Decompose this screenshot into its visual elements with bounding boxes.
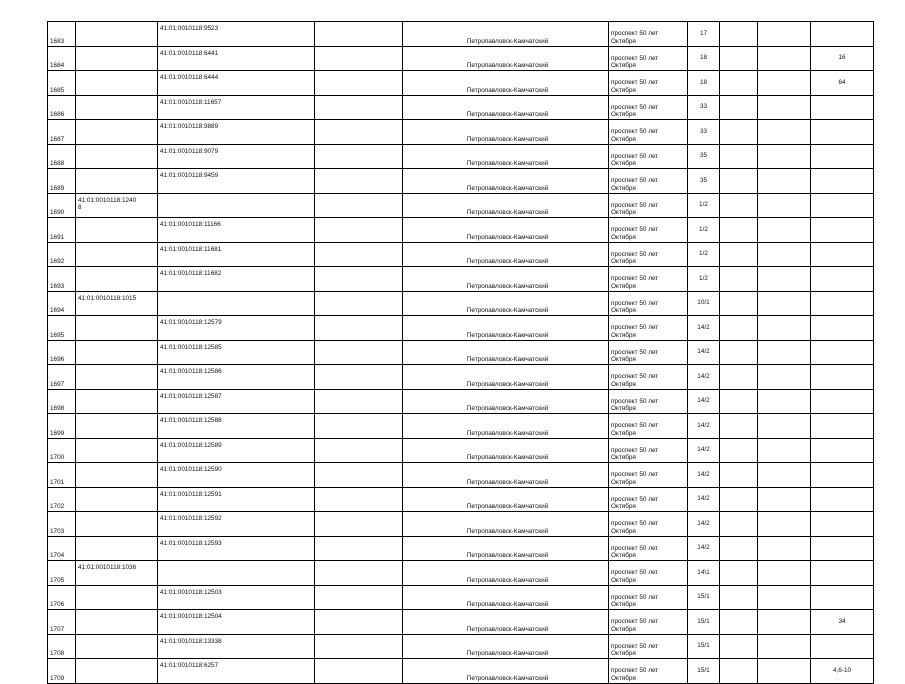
empty-cell: [720, 536, 758, 561]
table-row: [48, 561, 874, 586]
empty-cell: [720, 389, 758, 414]
empty-cell: [758, 291, 811, 316]
city-cell: Петропавловск-Камчатский: [403, 512, 609, 537]
empty-cell: [315, 438, 403, 463]
city-cell: Петропавловск-Камчатский: [403, 144, 609, 169]
cadastral-premises-cell: 41:01:0010118:12589: [158, 438, 315, 463]
cadastral-premises-cell: 41:01:0010118:12593: [158, 536, 315, 561]
cadastral-building-cell: [76, 316, 158, 341]
apartment-cell: [811, 242, 874, 267]
empty-cell: [720, 242, 758, 267]
house-number-cell: 15/1: [688, 585, 720, 610]
empty-cell: [720, 22, 758, 47]
empty-cell: [720, 585, 758, 610]
apartment-cell: [811, 634, 874, 659]
empty-cell: [758, 267, 811, 292]
cadastral-premises-cell: 41:01:0010118:9459: [158, 169, 315, 194]
street-cell: проспект 50 лет Октября: [609, 193, 688, 218]
cadastral-premises-cell: 41:01:0010118:6257: [158, 659, 315, 684]
empty-cell: [720, 291, 758, 316]
city-cell: Петропавловск-Камчатский: [403, 71, 609, 96]
street-cell: проспект 50 лет Октября: [609, 389, 688, 414]
house-number-cell: 14/2: [688, 340, 720, 365]
table-row: [48, 95, 874, 120]
empty-cell: [315, 291, 403, 316]
cadastral-building-cell: [76, 389, 158, 414]
street-cell: проспект 50 лет Октября: [609, 71, 688, 96]
street-cell: проспект 50 лет Октября: [609, 512, 688, 537]
apartment-cell: 16: [811, 46, 874, 71]
cadastral-building-cell: [76, 438, 158, 463]
cadastral-building-cell: [76, 95, 158, 120]
apartment-cell: 64: [811, 71, 874, 96]
empty-cell: [315, 46, 403, 71]
empty-cell: [758, 22, 811, 47]
cadastral-premises-cell: 41:01:0010118:12591: [158, 487, 315, 512]
apartment-cell: [811, 536, 874, 561]
apartment-cell: [811, 585, 874, 610]
empty-cell: [315, 267, 403, 292]
apartment-cell: 4,6-10: [811, 659, 874, 684]
empty-cell: [720, 120, 758, 145]
empty-cell: [720, 340, 758, 365]
city-cell: Петропавловск-Камчатский: [403, 487, 609, 512]
apartment-cell: [811, 169, 874, 194]
cadastral-premises-cell: [158, 561, 315, 586]
table-row: [48, 242, 874, 267]
empty-cell: [758, 487, 811, 512]
apartment-cell: [811, 438, 874, 463]
apartment-cell: [811, 365, 874, 390]
empty-cell: [758, 634, 811, 659]
empty-cell: [315, 463, 403, 488]
empty-cell: [720, 561, 758, 586]
cadastral-building-cell: 41:01:0010118:1240 8: [76, 193, 158, 218]
city-cell: Петропавловск-Камчатский: [403, 610, 609, 635]
table-row: [48, 193, 874, 218]
cadastral-building-cell: [76, 414, 158, 439]
cadastral-building-cell: [76, 340, 158, 365]
empty-cell: [315, 71, 403, 96]
house-number-cell: 18: [688, 46, 720, 71]
empty-cell: [720, 193, 758, 218]
apartment-cell: [811, 120, 874, 145]
apartment-cell: [811, 291, 874, 316]
street-cell: проспект 50 лет Октября: [609, 561, 688, 586]
row-number-cell: 1689: [48, 169, 76, 194]
row-number-cell: 1708: [48, 634, 76, 659]
row-number-cell: 1702: [48, 487, 76, 512]
street-cell: проспект 50 лет Октября: [609, 536, 688, 561]
street-cell: проспект 50 лет Октября: [609, 144, 688, 169]
empty-cell: [315, 242, 403, 267]
empty-cell: [758, 536, 811, 561]
cadastral-building-cell: [76, 46, 158, 71]
row-number-cell: 1706: [48, 585, 76, 610]
cadastral-premises-cell: [158, 291, 315, 316]
cadastral-building-cell: [76, 242, 158, 267]
city-cell: Петропавловск-Камчатский: [403, 561, 609, 586]
cadastral-premises-cell: 41:01:0010118:9079: [158, 144, 315, 169]
row-number-cell: 1709: [48, 659, 76, 684]
empty-cell: [720, 46, 758, 71]
street-cell: проспект 50 лет Октября: [609, 169, 688, 194]
row-number-cell: 1683: [48, 22, 76, 47]
house-number-cell: 1/2: [688, 218, 720, 243]
cadastral-building-cell: 41:01:0010118:1015: [76, 291, 158, 316]
apartment-cell: [811, 95, 874, 120]
empty-cell: [315, 316, 403, 341]
empty-cell: [720, 512, 758, 537]
empty-cell: [758, 340, 811, 365]
street-cell: проспект 50 лет Октября: [609, 291, 688, 316]
empty-cell: [315, 144, 403, 169]
cadastral-building-cell: [76, 659, 158, 684]
house-number-cell: 15/1: [688, 634, 720, 659]
cadastral-building-cell: [76, 120, 158, 145]
table-row: [48, 659, 874, 684]
table-row: [48, 389, 874, 414]
city-cell: Петропавловск-Камчатский: [403, 634, 609, 659]
house-number-cell: 17: [688, 22, 720, 47]
empty-cell: [315, 340, 403, 365]
empty-cell: [720, 487, 758, 512]
empty-cell: [720, 414, 758, 439]
empty-cell: [315, 365, 403, 390]
row-number-cell: 1699: [48, 414, 76, 439]
apartment-cell: [811, 144, 874, 169]
street-cell: проспект 50 лет Октября: [609, 610, 688, 635]
empty-cell: [720, 95, 758, 120]
empty-cell: [315, 95, 403, 120]
cadastral-building-cell: [76, 71, 158, 96]
house-number-cell: 10/1: [688, 291, 720, 316]
empty-cell: [758, 438, 811, 463]
apartment-cell: [811, 414, 874, 439]
city-cell: Петропавловск-Камчатский: [403, 22, 609, 47]
row-number-cell: 1686: [48, 95, 76, 120]
empty-cell: [315, 22, 403, 47]
city-cell: Петропавловск-Камчатский: [403, 95, 609, 120]
street-cell: проспект 50 лет Октября: [609, 22, 688, 47]
cadastral-building-cell: [76, 218, 158, 243]
city-cell: Петропавловск-Камчатский: [403, 46, 609, 71]
empty-cell: [758, 316, 811, 341]
apartment-cell: [811, 193, 874, 218]
apartment-cell: [811, 389, 874, 414]
house-number-cell: 1/2: [688, 242, 720, 267]
row-number-cell: 1694: [48, 291, 76, 316]
empty-cell: [758, 610, 811, 635]
house-number-cell: 14/2: [688, 536, 720, 561]
empty-cell: [720, 71, 758, 96]
street-cell: проспект 50 лет Октября: [609, 242, 688, 267]
street-cell: проспект 50 лет Октября: [609, 585, 688, 610]
table-row: [48, 365, 874, 390]
city-cell: Петропавловск-Камчатский: [403, 536, 609, 561]
house-number-cell: 14/2: [688, 512, 720, 537]
street-cell: проспект 50 лет Октября: [609, 316, 688, 341]
house-number-cell: 1/2: [688, 193, 720, 218]
cadastral-building-cell: [76, 144, 158, 169]
empty-cell: [720, 463, 758, 488]
table-row: [48, 22, 874, 47]
empty-cell: [758, 561, 811, 586]
cadastral-premises-cell: [158, 193, 315, 218]
house-number-cell: 14/2: [688, 414, 720, 439]
city-cell: Петропавловск-Камчатский: [403, 463, 609, 488]
city-cell: Петропавловск-Камчатский: [403, 414, 609, 439]
table-row: [48, 463, 874, 488]
city-cell: Петропавловск-Камчатский: [403, 193, 609, 218]
empty-cell: [315, 120, 403, 145]
city-cell: Петропавловск-Камчатский: [403, 316, 609, 341]
house-number-cell: 33: [688, 95, 720, 120]
apartment-cell: [811, 463, 874, 488]
city-cell: Петропавловск-Камчатский: [403, 340, 609, 365]
cadastral-building-cell: [76, 463, 158, 488]
city-cell: Петропавловск-Камчатский: [403, 267, 609, 292]
empty-cell: [315, 659, 403, 684]
cadastral-premises-cell: 41:01:0010118:12586: [158, 365, 315, 390]
empty-cell: [720, 316, 758, 341]
empty-cell: [758, 144, 811, 169]
row-number-cell: 1697: [48, 365, 76, 390]
empty-cell: [720, 659, 758, 684]
empty-cell: [315, 561, 403, 586]
row-number-cell: 1693: [48, 267, 76, 292]
row-number-cell: 1684: [48, 46, 76, 71]
street-cell: проспект 50 лет Октября: [609, 414, 688, 439]
table-row: [48, 610, 874, 635]
empty-cell: [720, 438, 758, 463]
empty-cell: [315, 487, 403, 512]
row-number-cell: 1705: [48, 561, 76, 586]
row-number-cell: 1691: [48, 218, 76, 243]
table-row: [48, 340, 874, 365]
cadastral-building-cell: [76, 365, 158, 390]
cadastral-premises-cell: 41:01:0010118:11682: [158, 267, 315, 292]
city-cell: Петропавловск-Камчатский: [403, 389, 609, 414]
apartment-cell: [811, 561, 874, 586]
street-cell: проспект 50 лет Октября: [609, 634, 688, 659]
empty-cell: [720, 144, 758, 169]
table-row: [48, 487, 874, 512]
table-row: [48, 536, 874, 561]
cadastral-premises-cell: 41:01:0010118:6441: [158, 46, 315, 71]
cadastral-premises-cell: 41:01:0010118:12504: [158, 610, 315, 635]
empty-cell: [758, 218, 811, 243]
street-cell: проспект 50 лет Октября: [609, 95, 688, 120]
cadastral-building-cell: [76, 169, 158, 194]
house-number-cell: 35: [688, 144, 720, 169]
table-row: [48, 291, 874, 316]
city-cell: Петропавловск-Камчатский: [403, 169, 609, 194]
apartment-cell: [811, 22, 874, 47]
row-number-cell: 1696: [48, 340, 76, 365]
empty-cell: [315, 414, 403, 439]
table-row: [48, 316, 874, 341]
house-number-cell: 14/2: [688, 487, 720, 512]
empty-cell: [720, 634, 758, 659]
row-number-cell: 1703: [48, 512, 76, 537]
street-cell: проспект 50 лет Октября: [609, 340, 688, 365]
empty-cell: [758, 389, 811, 414]
cadastral-premises-cell: 41:01:0010118:11681: [158, 242, 315, 267]
empty-cell: [758, 95, 811, 120]
house-number-cell: 14/2: [688, 316, 720, 341]
city-cell: Петропавловск-Камчатский: [403, 659, 609, 684]
cadastral-premises-cell: 41:01:0010118:6444: [158, 71, 315, 96]
house-number-cell: 15/1: [688, 659, 720, 684]
street-cell: проспект 50 лет Октября: [609, 218, 688, 243]
table-row: [48, 512, 874, 537]
table-row: [48, 144, 874, 169]
row-number-cell: 1690: [48, 193, 76, 218]
empty-cell: [758, 365, 811, 390]
empty-cell: [758, 463, 811, 488]
empty-cell: [315, 585, 403, 610]
cadastral-premises-cell: 41:01:0010118:13338: [158, 634, 315, 659]
table-row: [48, 46, 874, 71]
empty-cell: [758, 169, 811, 194]
empty-cell: [720, 169, 758, 194]
cadastral-building-cell: [76, 512, 158, 537]
row-number-cell: 1687: [48, 120, 76, 145]
cadastral-building-cell: 41:01:0010118:1036: [76, 561, 158, 586]
cadastral-building-cell: [76, 22, 158, 47]
street-cell: проспект 50 лет Октября: [609, 267, 688, 292]
empty-cell: [720, 267, 758, 292]
city-cell: Петропавловск-Камчатский: [403, 291, 609, 316]
empty-cell: [758, 71, 811, 96]
house-number-cell: 35: [688, 169, 720, 194]
table-row: [48, 120, 874, 145]
city-cell: Петропавловск-Камчатский: [403, 218, 609, 243]
city-cell: Петропавловск-Камчатский: [403, 585, 609, 610]
cadastral-premises-cell: 41:01:0010118:12587: [158, 389, 315, 414]
apartment-cell: [811, 267, 874, 292]
empty-cell: [720, 218, 758, 243]
table-row: [48, 438, 874, 463]
city-cell: Петропавловск-Камчатский: [403, 242, 609, 267]
row-number-cell: 1685: [48, 71, 76, 96]
empty-cell: [758, 512, 811, 537]
house-number-cell: 33: [688, 120, 720, 145]
empty-cell: [315, 193, 403, 218]
cadastral-premises-cell: 41:01:0010118:12585: [158, 340, 315, 365]
cadastral-premises-cell: 41:01:0010118:12590: [158, 463, 315, 488]
house-number-cell: 14/2: [688, 438, 720, 463]
house-number-cell: 14\1: [688, 561, 720, 586]
row-number-cell: 1707: [48, 610, 76, 635]
address-registry-table: [47, 21, 874, 684]
apartment-cell: [811, 316, 874, 341]
street-cell: проспект 50 лет Октября: [609, 438, 688, 463]
street-cell: проспект 50 лет Октября: [609, 365, 688, 390]
table-body: [48, 22, 874, 684]
row-number-cell: 1704: [48, 536, 76, 561]
apartment-cell: [811, 512, 874, 537]
street-cell: проспект 50 лет Октября: [609, 120, 688, 145]
table-row: [48, 585, 874, 610]
empty-cell: [315, 389, 403, 414]
cadastral-premises-cell: 41:01:0010118:12579: [158, 316, 315, 341]
cadastral-premises-cell: 41:01:0010118:12588: [158, 414, 315, 439]
street-cell: проспект 50 лет Октября: [609, 487, 688, 512]
house-number-cell: 14/2: [688, 463, 720, 488]
table-row: [48, 169, 874, 194]
empty-cell: [315, 610, 403, 635]
house-number-cell: 14/2: [688, 365, 720, 390]
city-cell: Петропавловск-Камчатский: [403, 120, 609, 145]
cadastral-premises-cell: 41:01:0010118:9889: [158, 120, 315, 145]
street-cell: проспект 50 лет Октября: [609, 659, 688, 684]
empty-cell: [720, 610, 758, 635]
empty-cell: [315, 218, 403, 243]
cadastral-building-cell: [76, 536, 158, 561]
apartment-cell: [811, 340, 874, 365]
empty-cell: [720, 365, 758, 390]
empty-cell: [758, 120, 811, 145]
house-number-cell: 18: [688, 71, 720, 96]
table-row: [48, 267, 874, 292]
table-row: [48, 634, 874, 659]
row-number-cell: 1688: [48, 144, 76, 169]
cadastral-premises-cell: 41:01:0010118:9523: [158, 22, 315, 47]
empty-cell: [315, 512, 403, 537]
row-number-cell: 1700: [48, 438, 76, 463]
row-number-cell: 1701: [48, 463, 76, 488]
empty-cell: [315, 536, 403, 561]
cadastral-premises-cell: 41:01:0010118:11657: [158, 95, 315, 120]
row-number-cell: 1698: [48, 389, 76, 414]
street-cell: проспект 50 лет Октября: [609, 463, 688, 488]
house-number-cell: 14/2: [688, 389, 720, 414]
table-row: [48, 218, 874, 243]
cadastral-premises-cell: 41:01:0010118:12592: [158, 512, 315, 537]
cadastral-premises-cell: 41:01:0010118:12503: [158, 585, 315, 610]
row-number-cell: 1692: [48, 242, 76, 267]
empty-cell: [758, 193, 811, 218]
street-cell: проспект 50 лет Октября: [609, 46, 688, 71]
apartment-cell: [811, 487, 874, 512]
house-number-cell: 1/2: [688, 267, 720, 292]
cadastral-building-cell: [76, 487, 158, 512]
empty-cell: [758, 585, 811, 610]
empty-cell: [758, 242, 811, 267]
city-cell: Петропавловск-Камчатский: [403, 438, 609, 463]
cadastral-building-cell: [76, 610, 158, 635]
house-number-cell: 15/1: [688, 610, 720, 635]
empty-cell: [758, 659, 811, 684]
city-cell: Петропавловск-Камчатский: [403, 365, 609, 390]
table-row: [48, 414, 874, 439]
apartment-cell: [811, 218, 874, 243]
empty-cell: [758, 414, 811, 439]
table-row: [48, 71, 874, 96]
empty-cell: [315, 169, 403, 194]
empty-cell: [315, 634, 403, 659]
empty-cell: [758, 46, 811, 71]
cadastral-building-cell: [76, 634, 158, 659]
apartment-cell: 34: [811, 610, 874, 635]
cadastral-premises-cell: 41:01:0010118:11166: [158, 218, 315, 243]
row-number-cell: 1695: [48, 316, 76, 341]
cadastral-building-cell: [76, 585, 158, 610]
cadastral-building-cell: [76, 267, 158, 292]
